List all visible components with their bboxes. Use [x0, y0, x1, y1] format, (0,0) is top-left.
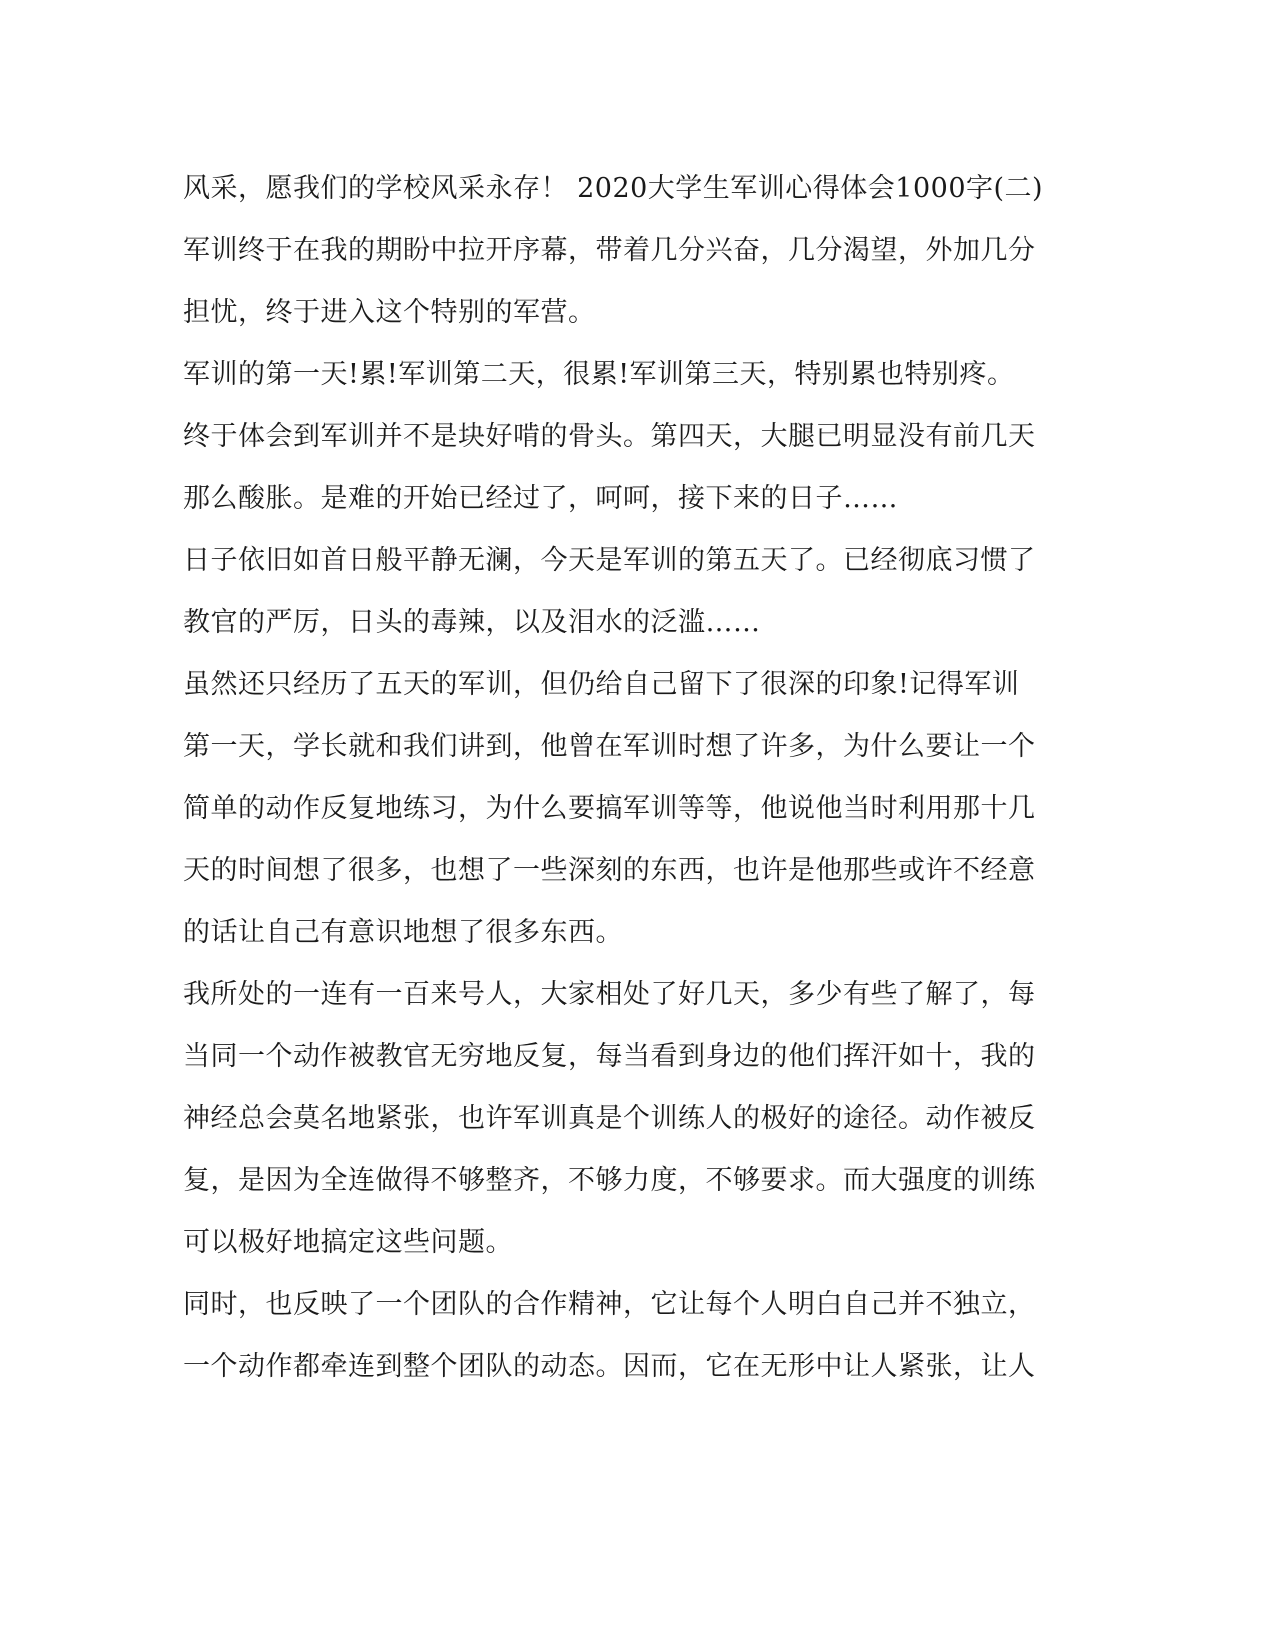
text-line: 军训的第一天!累!军训第二天，很累!军训第三天，特别累也特别疼。 — [183, 359, 1015, 390]
text-line: 风采，愿我们的学校风采永存！ 2020大学生军训心得体会1000字(二) — [183, 173, 1044, 204]
text-line: 那么酸胀。是难的开始已经过了，呵呵，接下来的日子…… — [183, 483, 898, 514]
text-line: 日子依旧如首日般平静无澜，今天是军训的第五天了。已经彻底习惯了 — [183, 545, 1036, 576]
text-line: 军训终于在我的期盼中拉开序幕，带着几分兴奋，几分渴望，外加几分 — [183, 235, 1036, 266]
text-line: 可以极好地搞定这些问题。 — [183, 1227, 513, 1258]
text-line: 简单的动作反复地练习，为什么要搞军训等等，他说他当时利用那十几 — [183, 793, 1036, 824]
text-line: 我所处的一连有一百来号人，大家相处了好几天，多少有些了解了，每 — [183, 979, 1036, 1010]
text-line: 终于体会到军训并不是块好啃的骨头。第四天，大腿已明显没有前几天 — [183, 421, 1036, 452]
text-line: 同时，也反映了一个团队的合作精神，它让每个人明白自己并不独立， — [183, 1289, 1036, 1320]
document-body — [183, 158, 1083, 1398]
text-line: 天的时间想了很多，也想了一些深刻的东西，也许是他那些或许不经意 — [183, 855, 1036, 886]
text-line: 教官的严厉，日头的毒辣，以及泪水的泛滥…… — [183, 607, 761, 638]
text-line: 当同一个动作被教官无穷地反复，每当看到身边的他们挥汗如十，我的 — [183, 1041, 1036, 1072]
text-line: 神经总会莫名地紧张，也许军训真是个训练人的极好的途径。动作被反 — [183, 1103, 1036, 1134]
text-line: 的话让自己有意识地想了很多东西。 — [183, 917, 623, 948]
text-line: 复，是因为全连做得不够整齐，不够力度，不够要求。而大强度的训练 — [183, 1165, 1036, 1196]
text-line: 第一天，学长就和我们讲到，他曾在军训时想了许多，为什么要让一个 — [183, 731, 1036, 762]
text-line: 虽然还只经历了五天的军训，但仍给自己留下了很深的印象!记得军训 — [183, 669, 1020, 700]
text-line: 担忧，终于进入这个特别的军营。 — [183, 297, 596, 328]
text-line: 一个动作都牵连到整个团队的动态。因而，它在无形中让人紧张，让人 — [183, 1351, 1036, 1382]
